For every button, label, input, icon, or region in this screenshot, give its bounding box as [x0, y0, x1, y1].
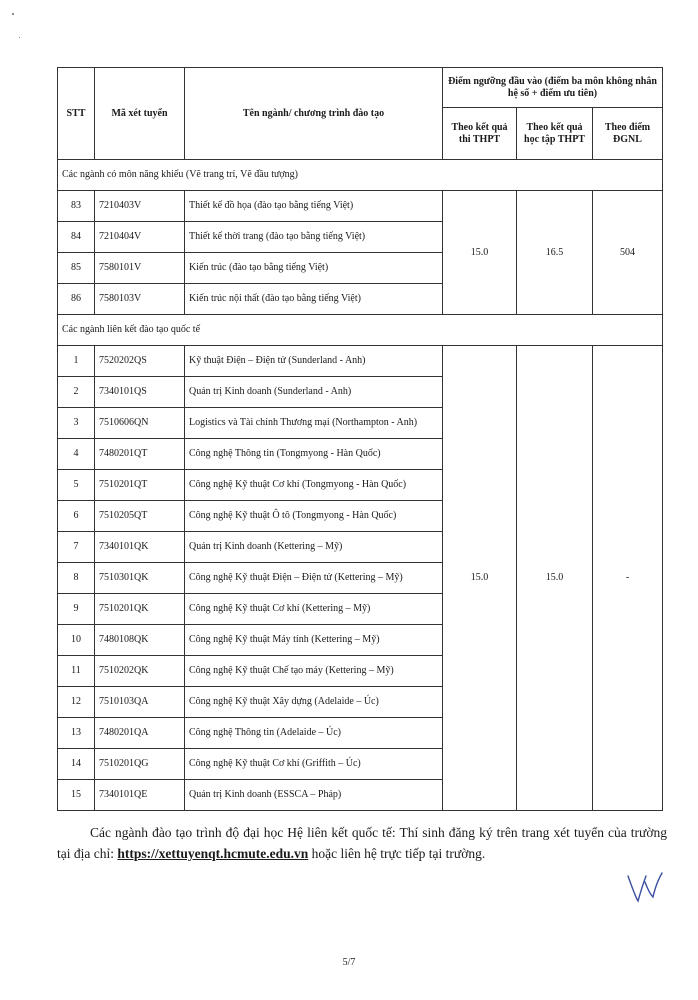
row-code: 7510201QK: [95, 594, 185, 625]
row-stt: 2: [58, 377, 95, 408]
row-stt: 8: [58, 563, 95, 594]
section2-score-dgnl: -: [593, 346, 663, 811]
scan-speck: [12, 13, 14, 15]
row-program-name: Thiết kế thời trang (đào tạo bằng tiếng Việt): [185, 222, 443, 253]
row-program-name: Công nghệ Kỹ thuật Ô tô (Tongmyong - Hàn Quốc): [185, 501, 443, 532]
row-stt: 7: [58, 532, 95, 563]
header-stt: STT: [58, 68, 95, 160]
row-code: 7510301QK: [95, 563, 185, 594]
row-code: 7210404V: [95, 222, 185, 253]
row-program-name: Quản trị Kinh doanh (Kettering – Mỹ): [185, 532, 443, 563]
section1-score-dgnl: 504: [593, 191, 663, 315]
row-program-name: Công nghệ Kỹ thuật Cơ khí (Griffith – Úc): [185, 749, 443, 780]
international-program-note: [57, 822, 667, 864]
row-code: 7580101V: [95, 253, 185, 284]
row-program-name: Công nghệ Thông tin (Adelaide – Úc): [185, 718, 443, 749]
row-stt: 6: [58, 501, 95, 532]
row-code: 7510201QG: [95, 749, 185, 780]
signature-initials: [625, 868, 665, 908]
row-stt: 11: [58, 656, 95, 687]
header-threshold: Điểm ngưỡng đầu vào (điểm ba môn không nhân hệ số + điểm ưu tiên): [443, 68, 663, 108]
row-program-name: Công nghệ Kỹ thuật Cơ khí (Tongmyong - Hàn Quốc): [185, 470, 443, 501]
row-program-name: Thiết kế đồ họa (đào tạo bằng tiếng Việt): [185, 191, 443, 222]
header-thpt-exam: Theo kết quả thi THPT: [443, 108, 517, 160]
row-code: 7210403V: [95, 191, 185, 222]
row-program-name: Kiến trúc (đào tạo bằng tiếng Việt): [185, 253, 443, 284]
row-stt: 86: [58, 284, 95, 315]
row-code: 7480201QT: [95, 439, 185, 470]
header-code: Mã xét tuyển: [95, 68, 185, 160]
section1-score-record: 16.5: [517, 191, 593, 315]
row-code: 7510202QK: [95, 656, 185, 687]
row-code: 7510103QA: [95, 687, 185, 718]
row-code: 7340101QK: [95, 532, 185, 563]
row-stt: 13: [58, 718, 95, 749]
row-code: 7510205QT: [95, 501, 185, 532]
row-code: 7340101QE: [95, 780, 185, 811]
row-program-name: Công nghệ Kỹ thuật Xây dựng (Adelaide – Úc): [185, 687, 443, 718]
row-stt: 15: [58, 780, 95, 811]
table-row: [58, 346, 663, 377]
section1-score-exam: 15.0: [443, 191, 517, 315]
row-stt: 1: [58, 346, 95, 377]
row-program-name: Quản trị Kinh doanh (ESSCA – Pháp): [185, 780, 443, 811]
admission-threshold-table: [57, 67, 663, 811]
row-program-name: Quản trị Kinh doanh (Sunderland - Anh): [185, 377, 443, 408]
page-number: 5/7: [342, 957, 356, 968]
row-stt: 9: [58, 594, 95, 625]
row-code: 7480201QA: [95, 718, 185, 749]
section2-score-record: 15.0: [517, 346, 593, 811]
row-program-name: Kiến trúc nội thất (đào tạo bằng tiếng Việt): [185, 284, 443, 315]
row-stt: 5: [58, 470, 95, 501]
registration-link[interactable]: https://xettuyenqt.hcmute.edu.vn: [117, 846, 309, 861]
scan-speck: [19, 37, 20, 38]
row-stt: 4: [58, 439, 95, 470]
row-code: 7520202QS: [95, 346, 185, 377]
note-text: Các ngành đào tạo trình độ đại học Hệ liên kết quốc tế: Thí sinh đăng ký trên trang xét tuyển của trường tại địa chỉ:: [57, 825, 667, 861]
row-code: 7510606QN: [95, 408, 185, 439]
row-code: 7510201QT: [95, 470, 185, 501]
row-stt: 12: [58, 687, 95, 718]
row-program-name: Logistics và Tài chính Thương mại (Northampton - Anh): [185, 408, 443, 439]
row-program-name: Công nghệ Kỹ thuật Chế tạo máy (Kettering – Mỹ): [185, 656, 443, 687]
row-program-name: Công nghệ Thông tin (Tongmyong - Hàn Quốc): [185, 439, 443, 470]
row-code: 7580103V: [95, 284, 185, 315]
section2-score-exam: 15.0: [443, 346, 517, 811]
row-stt: 85: [58, 253, 95, 284]
row-stt: 10: [58, 625, 95, 656]
header-program-name: Tên ngành/ chương trình đào tạo: [185, 68, 443, 160]
row-code: 7340101QS: [95, 377, 185, 408]
row-stt: 14: [58, 749, 95, 780]
table-row: [58, 191, 663, 222]
section-title-aptitude: Các ngành có môn năng khiếu (Vẽ trang trí, Vẽ đầu tượng): [58, 160, 663, 191]
row-program-name: Kỹ thuật Điện – Điện tử (Sunderland - Anh): [185, 346, 443, 377]
row-stt: 83: [58, 191, 95, 222]
row-program-name: Công nghệ Kỹ thuật Điện – Điện tử (Kettering – Mỹ): [185, 563, 443, 594]
header-thpt-record: Theo kết quả học tập THPT: [517, 108, 593, 160]
section-title-international: Các ngành liên kết đào tạo quốc tế: [58, 315, 663, 346]
row-code: 7480108QK: [95, 625, 185, 656]
row-stt: 84: [58, 222, 95, 253]
row-stt: 3: [58, 408, 95, 439]
header-dgnl: Theo điểm ĐGNL: [593, 108, 663, 160]
note-text-end: hoặc liên hệ trực tiếp tại trường.: [308, 846, 486, 861]
row-program-name: Công nghệ Kỹ thuật Máy tính (Kettering – Mỹ): [185, 625, 443, 656]
row-program-name: Công nghệ Kỹ thuật Cơ khí (Kettering – Mỹ): [185, 594, 443, 625]
